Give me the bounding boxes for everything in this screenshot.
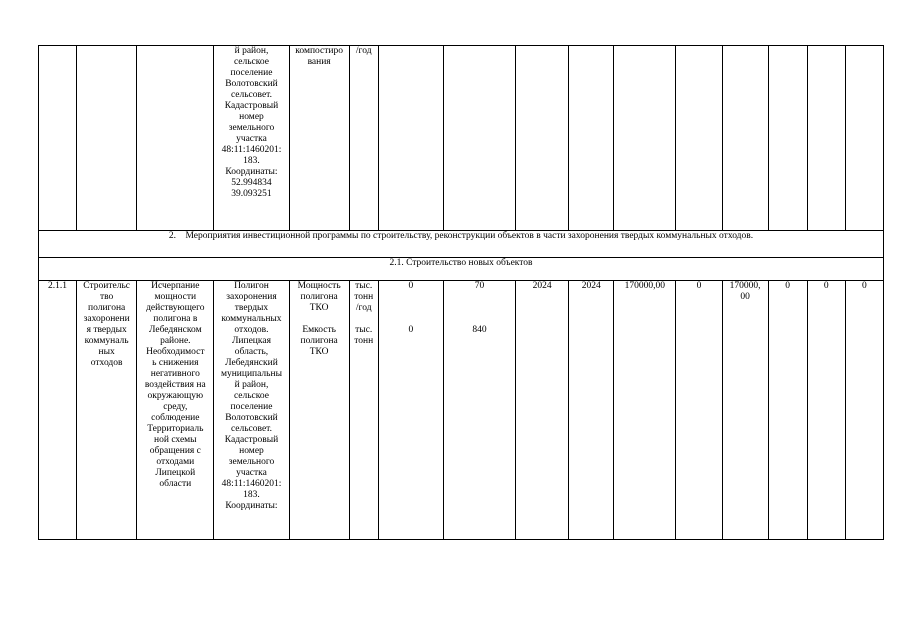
cell-cost-a: 0 bbox=[676, 281, 722, 540]
cell-name: Строительс тво полигона захоронени я твердых коммуналь ных отходов bbox=[77, 281, 137, 540]
cell-id bbox=[39, 46, 77, 231]
cell-total-cost bbox=[614, 46, 676, 231]
cell-cost-d: 0 bbox=[807, 281, 845, 540]
cell-value-before bbox=[378, 46, 443, 231]
cell-location: й район, сельское поселение Волотовский сельсовет. Кадастровый номер земельного участка 48:11:1460201: 183. Координаты: 52.994834 39.093251 bbox=[214, 46, 289, 231]
table-row-continuation bbox=[39, 46, 884, 231]
investment-program-table bbox=[38, 45, 884, 540]
section-2-title: Мероприятия инвестиционной программы по строительству, реконструкции объектов в части захоронения твердых коммунальных отходов. bbox=[185, 231, 754, 241]
section-2-heading bbox=[39, 231, 884, 258]
cell-end-year bbox=[569, 46, 614, 231]
section-2-1-heading: 2.1. Строительство новых объектов bbox=[39, 258, 884, 281]
cell-unit: /год bbox=[349, 46, 378, 231]
cell-cost-c: 0 bbox=[768, 281, 807, 540]
section-2-row bbox=[39, 231, 884, 258]
table-row-2-1-1 bbox=[39, 281, 884, 540]
cell-id: 2.1.1 bbox=[39, 281, 77, 540]
cell-indicators: Мощность полигона ТКО Емкость полигона ТКО bbox=[289, 281, 349, 540]
cell-cost-d bbox=[807, 46, 845, 231]
cell-end-year: 2024 bbox=[569, 281, 614, 540]
cell-total-cost: 170000,00 bbox=[614, 281, 676, 540]
cell-cost-c bbox=[768, 46, 807, 231]
cell-location: Полигон захоронения твердых коммунальных отходов. Липецкая область, Лебедянский муниципальны й район, сельское поселение Волотовский сельсовет. Кадастровый номер земельного участка 48:11:1460201: 183. Координаты: bbox=[214, 281, 289, 540]
cell-justification: Исчерпание мощности действующего полигона в Лебедянском районе. Необходимост ь снижения негативного воздействия на окружающую среду, соблюдение Территориаль ной схемы обращения с отходами Липецкой области bbox=[137, 281, 214, 540]
cell-value-after bbox=[443, 46, 515, 231]
cell-cost-e bbox=[845, 46, 883, 231]
cell-cost-b bbox=[722, 46, 768, 231]
cell-value-after: 70 840 bbox=[443, 281, 515, 540]
section-2-number: 2. bbox=[168, 231, 176, 241]
cell-cost-e: 0 bbox=[845, 281, 883, 540]
cell-start-year: 2024 bbox=[516, 281, 569, 540]
cell-units: тыс. тонн /год тыс. тонн bbox=[349, 281, 378, 540]
cell-name bbox=[77, 46, 137, 231]
cell-cost-a bbox=[676, 46, 722, 231]
cell-indicator: компостиро вания bbox=[289, 46, 349, 231]
cell-start-year bbox=[516, 46, 569, 231]
cell-cost-b: 170000, 00 bbox=[722, 281, 768, 540]
cell-justification bbox=[137, 46, 214, 231]
section-2-1-row bbox=[39, 258, 884, 281]
cell-value-before: 0 0 bbox=[378, 281, 443, 540]
